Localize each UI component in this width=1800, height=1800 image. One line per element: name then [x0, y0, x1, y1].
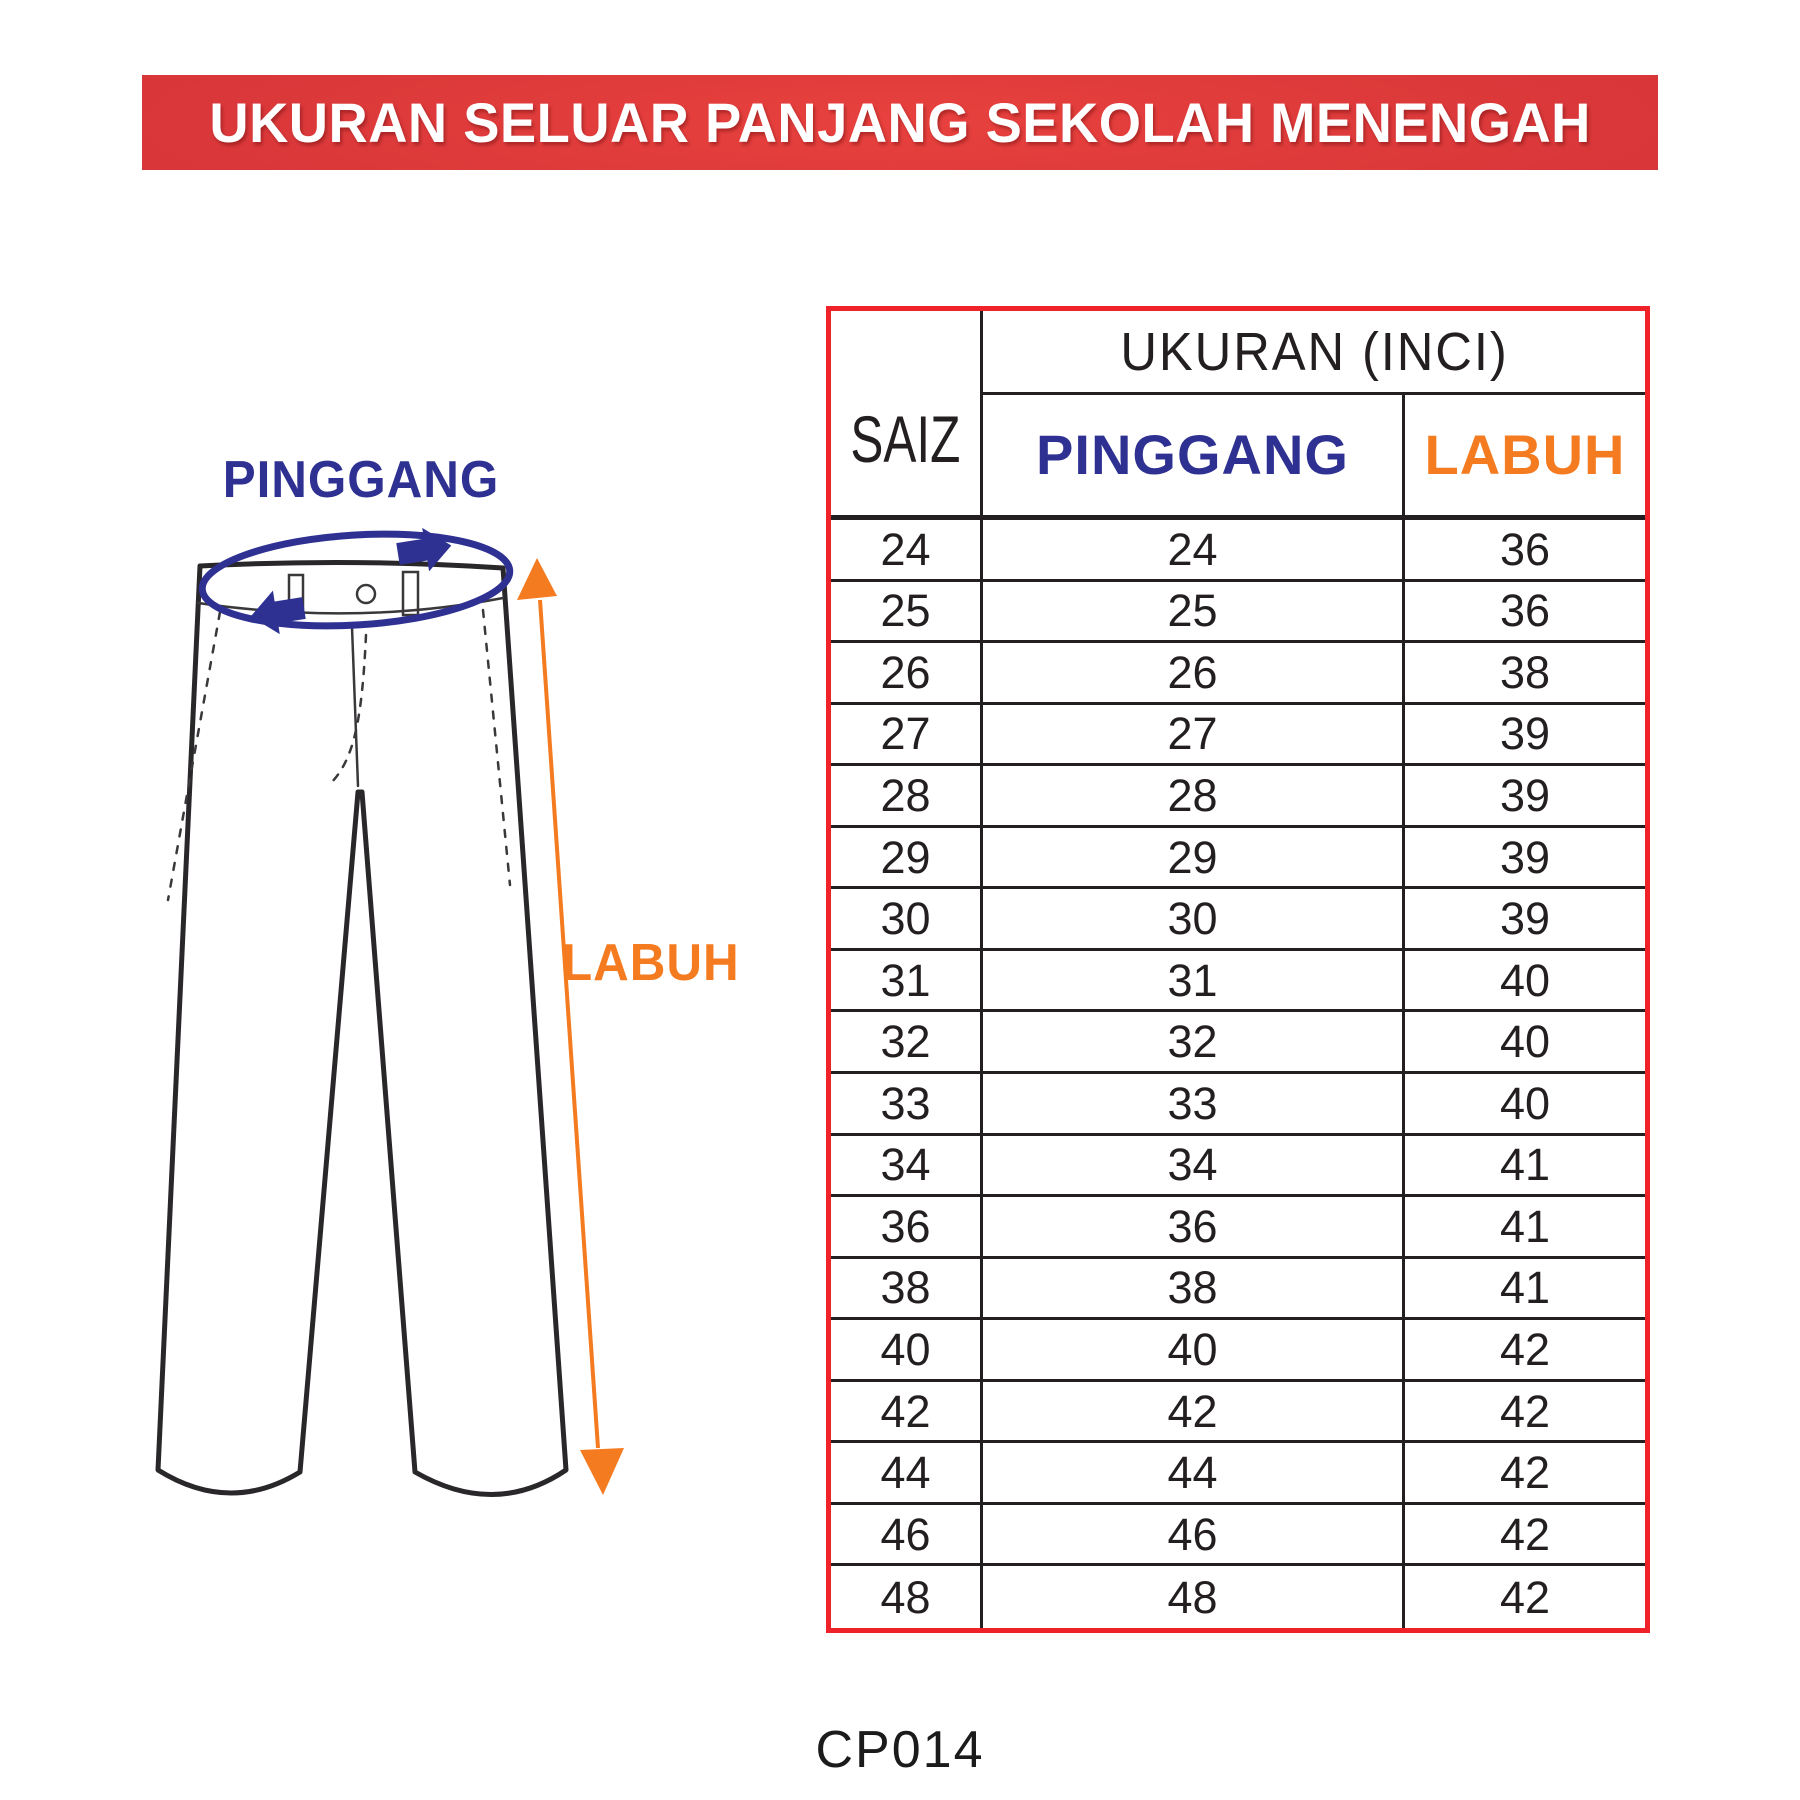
- size-cell-saiz: 40: [831, 1320, 983, 1382]
- size-cell-labuh: 42: [1405, 1320, 1645, 1382]
- length-label: LABUH: [562, 934, 740, 992]
- saiz-header-label: SAIZ: [850, 402, 961, 476]
- waist-button: [357, 585, 375, 603]
- size-cell-labuh: 40: [1405, 1012, 1645, 1074]
- size-cell-saiz: 30: [831, 889, 983, 951]
- size-cell-pinggang: 36: [983, 1197, 1405, 1259]
- waist-arrow-left-icon: [247, 586, 307, 638]
- size-cell-pinggang: 40: [983, 1320, 1405, 1382]
- pocket-stitch-right: [483, 610, 510, 885]
- unit-header-label: UKURAN (INCI): [1119, 321, 1509, 382]
- size-cell-pinggang: 28: [983, 766, 1405, 828]
- size-cell-labuh: 41: [1405, 1259, 1645, 1321]
- size-cell-saiz: 38: [831, 1259, 983, 1321]
- size-cell-pinggang: 38: [983, 1259, 1405, 1321]
- size-cell-saiz: 28: [831, 766, 983, 828]
- unit-header: [983, 311, 1645, 395]
- size-table: [826, 306, 1650, 1633]
- size-cell-saiz: 27: [831, 705, 983, 767]
- size-cell-pinggang: 32: [983, 1012, 1405, 1074]
- pants-legs-outline: [158, 566, 566, 1495]
- size-cell-pinggang: 29: [983, 828, 1405, 890]
- title-banner: [142, 75, 1658, 170]
- size-cell-labuh: 42: [1499, 1571, 1551, 1623]
- size-cell-pinggang: 34: [983, 1136, 1405, 1198]
- size-cell-labuh: 39: [1405, 889, 1645, 951]
- pants-seams: [168, 572, 510, 900]
- waist-measure-ellipse: [200, 526, 513, 635]
- product-code: CP014: [815, 1721, 985, 1779]
- size-cell-labuh: 42: [1405, 1505, 1645, 1567]
- pinggang-header: PINGGANG: [983, 395, 1405, 520]
- size-cell-labuh: 38: [1405, 643, 1645, 705]
- size-cell-pinggang: 27: [983, 705, 1405, 767]
- size-cell-saiz: 24: [831, 520, 983, 582]
- size-cell-pinggang: 26: [983, 643, 1405, 705]
- size-cell-saiz: 33: [831, 1074, 983, 1136]
- size-cell-labuh: 42: [1405, 1443, 1645, 1505]
- labuh-header: LABUH: [1405, 395, 1645, 520]
- size-cell-labuh: 40: [1405, 1074, 1645, 1136]
- size-cell-saiz: 48: [831, 1566, 983, 1628]
- size-cell-pinggang: 31: [983, 951, 1405, 1013]
- pants-outline: [158, 562, 566, 1494]
- size-cell-saiz: 26: [831, 643, 983, 705]
- size-cell-saiz: 29: [831, 828, 983, 890]
- size-cell-saiz: 34: [831, 1136, 983, 1198]
- size-cell-saiz: 25: [831, 582, 983, 644]
- size-cell-labuh: 40: [1405, 951, 1645, 1013]
- size-cell-pinggang: 33: [983, 1074, 1405, 1136]
- size-cell-pinggang: 44: [983, 1443, 1405, 1505]
- fly-seam-line: [352, 627, 358, 786]
- size-cell-labuh: 41: [1405, 1136, 1645, 1198]
- size-cell-labuh: 42: [1405, 1382, 1645, 1444]
- pants-diagram: [100, 430, 760, 1550]
- size-cell-saiz: 32: [831, 1012, 983, 1074]
- waist-label: PINGGANG: [222, 451, 500, 509]
- size-cell-pinggang: 25: [983, 582, 1405, 644]
- size-cell-saiz: 36: [831, 1197, 983, 1259]
- size-cell-labuh: 41: [1405, 1197, 1645, 1259]
- saiz-header: [831, 311, 983, 520]
- size-cell-labuh: 39: [1405, 705, 1645, 767]
- belt-loop-right: [403, 572, 418, 615]
- size-cell-labuh: 39: [1405, 828, 1645, 890]
- size-cell-pinggang: 24: [983, 520, 1405, 582]
- size-cell-labuh: 36: [1405, 582, 1645, 644]
- size-cell-saiz: 44: [831, 1443, 983, 1505]
- size-cell-saiz: 42: [831, 1382, 983, 1444]
- size-cell-saiz: 46: [831, 1505, 983, 1567]
- size-cell-labuh: 36: [1405, 520, 1645, 582]
- fly-stitch-dashed: [330, 635, 366, 784]
- size-cell-pinggang: 30: [983, 889, 1405, 951]
- size-cell-labuh: 39: [1405, 766, 1645, 828]
- size-cell-pinggang: 46: [983, 1505, 1405, 1567]
- size-cell-pinggang: 42: [983, 1382, 1405, 1444]
- page-title: UKURAN SELUAR PANJANG SEKOLAH MENENGAH: [209, 91, 1591, 154]
- size-cell-saiz: 31: [831, 951, 983, 1013]
- size-cell-pinggang: 48: [983, 1566, 1405, 1628]
- waistband-top-line: [200, 562, 503, 568]
